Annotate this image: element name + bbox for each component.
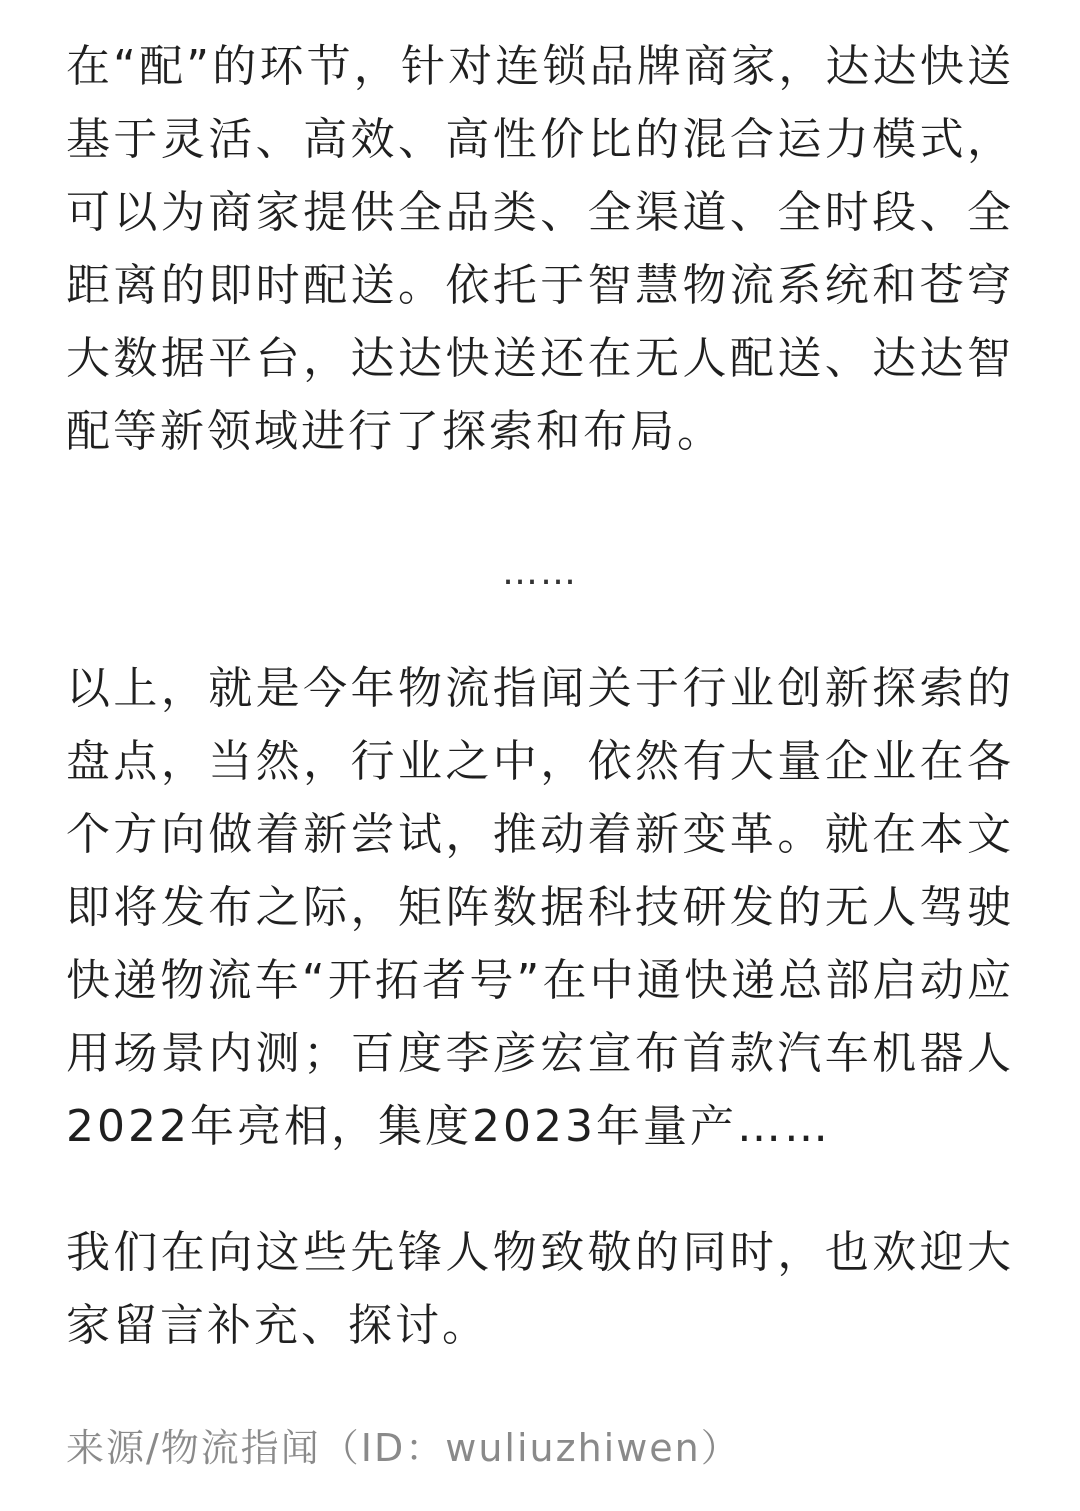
paragraph-industry-summary: 以上，就是今年物流指闻关于行业创新探索的盘点，当然，行业之中，依然有大量企业在各个方向做着新尝试，推动着新变革。就在本文即将发布之际，矩阵数据科技研发的无人驾驶快递物流车“开拓者号”在中通快递总部启动应用场景内测；百度李彦宏宣布首款汽车机器人2022年亮相，集度2023年量产…… (66, 663, 1014, 1152)
paragraph-closing-invite: 我们在向这些先锋人物致敬的同时，也欢迎大家留言补充、探讨。 (66, 1227, 1014, 1351)
source-credit: 来源/物流指闻（ID：wuliuzhiwen） (66, 1426, 741, 1470)
paragraph-dada-delivery: 在“配”的环节，针对连锁品牌商家，达达快送基于灵活、高效、高性价比的混合运力模式，可以为商家提供全品类、全渠道、全时段、全距离的即时配送。依托于智慧物流系统和苍穹大数据平台，达达快送还在无人配送、达达智配等新领域进行了探索和布局。 (66, 41, 1014, 457)
ellipsis-divider: …… (502, 552, 578, 593)
